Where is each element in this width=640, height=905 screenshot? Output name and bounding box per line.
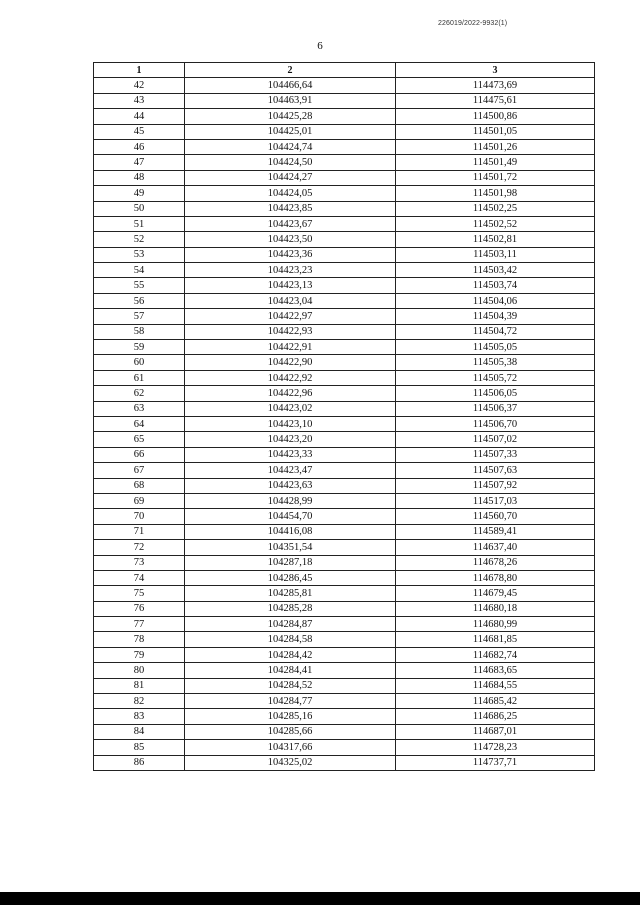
point-number-cell: 54: [94, 263, 185, 278]
point-number-cell: 62: [94, 386, 185, 401]
table-row: [94, 309, 595, 324]
x-coordinate-cell: 104351,54: [185, 540, 396, 555]
x-coordinate-cell: 104416,08: [185, 524, 396, 539]
point-number-cell: 76: [94, 601, 185, 616]
x-coordinate-cell: 104284,58: [185, 632, 396, 647]
y-coordinate-cell: 114737,71: [396, 755, 595, 770]
point-number-cell: 82: [94, 694, 185, 709]
point-number-cell: 74: [94, 570, 185, 585]
table-row: [94, 740, 595, 755]
y-coordinate-cell: 114507,63: [396, 463, 595, 478]
y-coordinate-cell: 114507,33: [396, 447, 595, 462]
y-coordinate-cell: 114679,45: [396, 586, 595, 601]
x-coordinate-cell: 104424,27: [185, 170, 396, 185]
y-coordinate-cell: 114685,42: [396, 694, 595, 709]
document-id: 226019/2022-9932(1): [438, 20, 508, 27]
x-coordinate-cell: 104286,45: [185, 570, 396, 585]
point-number-cell: 57: [94, 309, 185, 324]
y-coordinate-cell: 114507,92: [396, 478, 595, 493]
x-coordinate-cell: 104422,97: [185, 309, 396, 324]
point-number-cell: 83: [94, 709, 185, 724]
y-coordinate-cell: 114687,01: [396, 724, 595, 739]
point-number-cell: 80: [94, 663, 185, 678]
point-number-cell: 48: [94, 170, 185, 185]
y-coordinate-cell: 114678,26: [396, 555, 595, 570]
x-coordinate-cell: 104454,70: [185, 509, 396, 524]
point-number-cell: 53: [94, 247, 185, 262]
point-number-cell: 55: [94, 278, 185, 293]
x-coordinate-cell: 104423,47: [185, 463, 396, 478]
x-coordinate-cell: 104422,91: [185, 340, 396, 355]
point-number-cell: 46: [94, 139, 185, 154]
y-coordinate-cell: 114501,98: [396, 186, 595, 201]
x-coordinate-cell: 104285,28: [185, 601, 396, 616]
x-coordinate-cell: 104425,28: [185, 109, 396, 124]
y-coordinate-cell: 114500,86: [396, 109, 595, 124]
table-row: [94, 586, 595, 601]
table-row: [94, 493, 595, 508]
point-number-cell: 70: [94, 509, 185, 524]
table-row: [94, 447, 595, 462]
y-coordinate-cell: 114504,06: [396, 293, 595, 308]
y-coordinate-cell: 114505,38: [396, 355, 595, 370]
y-coordinate-cell: 114506,05: [396, 386, 595, 401]
table-row: [94, 293, 595, 308]
table-row: [94, 524, 595, 539]
y-coordinate-cell: 114501,05: [396, 124, 595, 139]
x-coordinate-cell: 104423,63: [185, 478, 396, 493]
table-row: [94, 401, 595, 416]
y-coordinate-cell: 114503,74: [396, 278, 595, 293]
table-row: [94, 263, 595, 278]
table-row: [94, 278, 595, 293]
y-coordinate-cell: 114503,42: [396, 263, 595, 278]
x-coordinate-cell: 104428,99: [185, 493, 396, 508]
x-coordinate-cell: 104285,66: [185, 724, 396, 739]
y-coordinate-cell: 114681,85: [396, 632, 595, 647]
column-header-2: 2: [185, 63, 396, 78]
table-row: [94, 755, 595, 770]
table-row: [94, 324, 595, 339]
table-row: [94, 139, 595, 154]
y-coordinate-cell: 114728,23: [396, 740, 595, 755]
point-number-cell: 44: [94, 109, 185, 124]
table-row: [94, 463, 595, 478]
y-coordinate-cell: 114680,99: [396, 617, 595, 632]
table-row: [94, 124, 595, 139]
point-number-cell: 63: [94, 401, 185, 416]
x-coordinate-cell: 104285,81: [185, 586, 396, 601]
point-number-cell: 60: [94, 355, 185, 370]
x-coordinate-cell: 104317,66: [185, 740, 396, 755]
scan-edge-bar: [0, 892, 640, 905]
table-row: [94, 709, 595, 724]
y-coordinate-cell: 114502,81: [396, 232, 595, 247]
y-coordinate-cell: 114683,65: [396, 663, 595, 678]
table-row: [94, 478, 595, 493]
table-row: [94, 540, 595, 555]
table-row: [94, 724, 595, 739]
table-row: [94, 170, 595, 185]
y-coordinate-cell: 114637,40: [396, 540, 595, 555]
point-number-cell: 75: [94, 586, 185, 601]
point-number-cell: 66: [94, 447, 185, 462]
point-number-cell: 68: [94, 478, 185, 493]
table-row: [94, 216, 595, 231]
x-coordinate-cell: 104463,91: [185, 93, 396, 108]
point-number-cell: 86: [94, 755, 185, 770]
table-row: [94, 370, 595, 385]
y-coordinate-cell: 114504,72: [396, 324, 595, 339]
table-row: [94, 201, 595, 216]
table-row: [94, 247, 595, 262]
y-coordinate-cell: 114589,41: [396, 524, 595, 539]
x-coordinate-cell: 104466,64: [185, 78, 396, 93]
y-coordinate-cell: 114502,52: [396, 216, 595, 231]
point-number-cell: 43: [94, 93, 185, 108]
point-number-cell: 58: [94, 324, 185, 339]
x-coordinate-cell: 104423,33: [185, 447, 396, 462]
table-row: [94, 632, 595, 647]
table-row: [94, 694, 595, 709]
table-row: [94, 386, 595, 401]
table-row: [94, 155, 595, 170]
x-coordinate-cell: 104287,18: [185, 555, 396, 570]
y-coordinate-cell: 114502,25: [396, 201, 595, 216]
x-coordinate-cell: 104424,05: [185, 186, 396, 201]
point-number-cell: 69: [94, 493, 185, 508]
x-coordinate-cell: 104423,67: [185, 216, 396, 231]
point-number-cell: 50: [94, 201, 185, 216]
table-row: [94, 186, 595, 201]
y-coordinate-cell: 114506,70: [396, 416, 595, 431]
point-number-cell: 47: [94, 155, 185, 170]
x-coordinate-cell: 104284,77: [185, 694, 396, 709]
point-number-cell: 51: [94, 216, 185, 231]
table-row: [94, 232, 595, 247]
table-row: [94, 570, 595, 585]
y-coordinate-cell: 114682,74: [396, 647, 595, 662]
point-number-cell: 81: [94, 678, 185, 693]
x-coordinate-cell: 104284,42: [185, 647, 396, 662]
point-number-cell: 71: [94, 524, 185, 539]
x-coordinate-cell: 104422,96: [185, 386, 396, 401]
x-coordinate-cell: 104423,20: [185, 432, 396, 447]
table-row: [94, 617, 595, 632]
table-row: [94, 555, 595, 570]
table-row: [94, 509, 595, 524]
y-coordinate-cell: 114517,03: [396, 493, 595, 508]
table-row: [94, 109, 595, 124]
x-coordinate-cell: 104422,92: [185, 370, 396, 385]
point-number-cell: 84: [94, 724, 185, 739]
table-header: [94, 63, 595, 78]
column-header-1: 1: [94, 63, 185, 78]
y-coordinate-cell: 114506,37: [396, 401, 595, 416]
x-coordinate-cell: 104423,10: [185, 416, 396, 431]
table-row: [94, 93, 595, 108]
table-row: [94, 678, 595, 693]
table-row: [94, 663, 595, 678]
y-coordinate-cell: 114686,25: [396, 709, 595, 724]
x-coordinate-cell: 104423,13: [185, 278, 396, 293]
point-number-cell: 64: [94, 416, 185, 431]
point-number-cell: 65: [94, 432, 185, 447]
x-coordinate-cell: 104424,74: [185, 139, 396, 154]
point-number-cell: 73: [94, 555, 185, 570]
y-coordinate-cell: 114503,11: [396, 247, 595, 262]
column-header-3: 3: [396, 63, 595, 78]
y-coordinate-cell: 114501,49: [396, 155, 595, 170]
y-coordinate-cell: 114505,72: [396, 370, 595, 385]
y-coordinate-cell: 114505,05: [396, 340, 595, 355]
x-coordinate-cell: 104425,01: [185, 124, 396, 139]
y-coordinate-cell: 114504,39: [396, 309, 595, 324]
x-coordinate-cell: 104285,16: [185, 709, 396, 724]
point-number-cell: 59: [94, 340, 185, 355]
y-coordinate-cell: 114501,72: [396, 170, 595, 185]
table-row: [94, 601, 595, 616]
point-number-cell: 78: [94, 632, 185, 647]
table-row: [94, 416, 595, 431]
table-row: [94, 647, 595, 662]
x-coordinate-cell: 104284,87: [185, 617, 396, 632]
table-row: [94, 340, 595, 355]
x-coordinate-cell: 104423,02: [185, 401, 396, 416]
point-number-cell: 49: [94, 186, 185, 201]
x-coordinate-cell: 104422,93: [185, 324, 396, 339]
x-coordinate-cell: 104284,52: [185, 678, 396, 693]
point-number-cell: 52: [94, 232, 185, 247]
point-number-cell: 72: [94, 540, 185, 555]
y-coordinate-cell: 114684,55: [396, 678, 595, 693]
y-coordinate-cell: 114473,69: [396, 78, 595, 93]
point-number-cell: 61: [94, 370, 185, 385]
point-number-cell: 79: [94, 647, 185, 662]
y-coordinate-cell: 114475,61: [396, 93, 595, 108]
x-coordinate-cell: 104424,50: [185, 155, 396, 170]
x-coordinate-cell: 104422,90: [185, 355, 396, 370]
x-coordinate-cell: 104423,04: [185, 293, 396, 308]
table-row: [94, 78, 595, 93]
y-coordinate-cell: 114507,02: [396, 432, 595, 447]
coordinates-table: [93, 62, 595, 771]
point-number-cell: 56: [94, 293, 185, 308]
header-row: [94, 63, 595, 78]
x-coordinate-cell: 104423,23: [185, 263, 396, 278]
y-coordinate-cell: 114680,18: [396, 601, 595, 616]
x-coordinate-cell: 104423,85: [185, 201, 396, 216]
table-body: [94, 78, 595, 771]
x-coordinate-cell: 104284,41: [185, 663, 396, 678]
x-coordinate-cell: 104423,36: [185, 247, 396, 262]
y-coordinate-cell: 114560,70: [396, 509, 595, 524]
point-number-cell: 67: [94, 463, 185, 478]
point-number-cell: 85: [94, 740, 185, 755]
point-number-cell: 77: [94, 617, 185, 632]
point-number-cell: 42: [94, 78, 185, 93]
y-coordinate-cell: 114678,80: [396, 570, 595, 585]
point-number-cell: 45: [94, 124, 185, 139]
page-number: 6: [317, 40, 323, 52]
table-row: [94, 355, 595, 370]
y-coordinate-cell: 114501,26: [396, 139, 595, 154]
table-row: [94, 432, 595, 447]
x-coordinate-cell: 104423,50: [185, 232, 396, 247]
x-coordinate-cell: 104325,02: [185, 755, 396, 770]
